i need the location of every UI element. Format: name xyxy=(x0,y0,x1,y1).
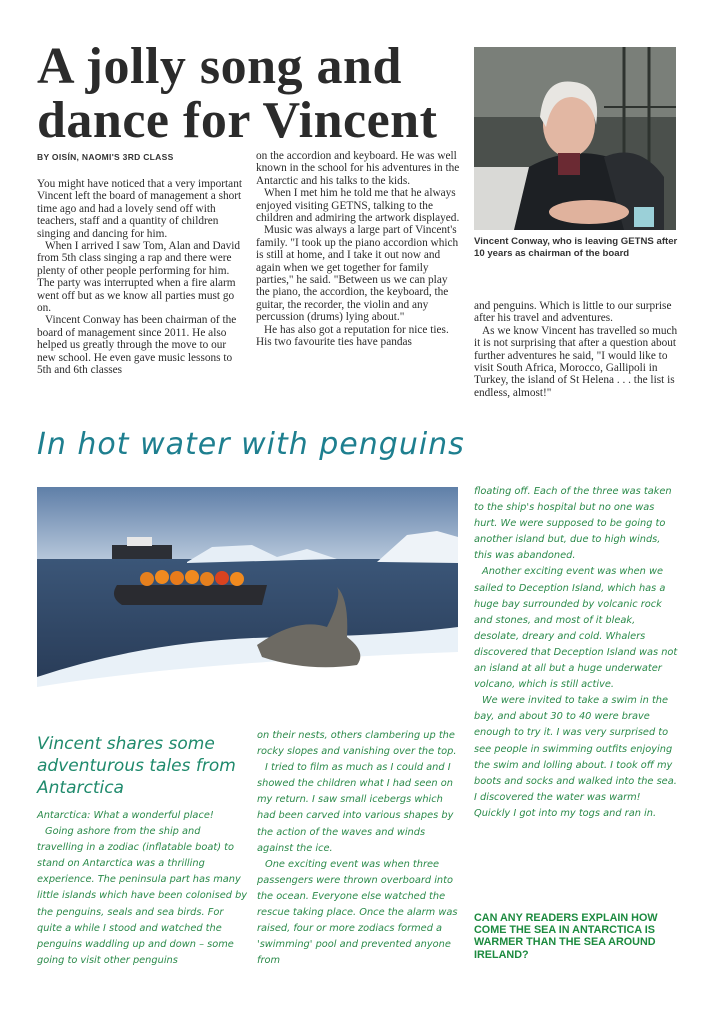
article1-column-1 xyxy=(37,178,242,377)
photo-caption: Vincent Conway, who is leaving GETNS after 10 years as chairman of the board xyxy=(474,236,678,259)
paragraph: Antarctica: What a wonderful place! xyxy=(37,810,214,821)
headline-line-1: A jolly song and xyxy=(37,38,402,95)
portrait-illustration xyxy=(474,47,676,230)
article2-column-3 xyxy=(474,484,679,822)
penguins-headline: In hot water with penguins xyxy=(37,427,465,462)
vincent-portrait-photo xyxy=(474,47,676,230)
paragraph: When I met him he told me that he always enjoyed visiting GETNS, talking to the children and admiring the artwork displayed. xyxy=(256,187,460,225)
article-headline xyxy=(37,40,457,148)
byline: BY OISÍN, NAOMI'S 3RD CLASS xyxy=(37,152,174,162)
paragraph: He has also got a reputation for nice ties. His two favourite ties have pandas xyxy=(256,323,449,349)
paragraph: and penguins. Which is little to our surprise after his travel and adventures. xyxy=(474,300,672,325)
paragraph: We were invited to take a swim in the bay, and about 30 to 40 were brave enough to try it. I was very surprised to see people in swimming outfits enjoying the swim and lolling about. I took off my boots and socks and walked into the sea. I discovered the water was warm! Quickly I got into my togs and ran in. xyxy=(474,695,677,819)
penguins-subheadline: Vincent shares some adventurous tales from Antarctica xyxy=(37,734,236,798)
paragraph: floating off. Each of the three was taken to the ship's hospital but no one was hurt. We were supposed to be going to another island but, due to high winds, this was abandoned. xyxy=(474,486,672,562)
paragraph: When I arrived I saw Tom, Alan and David from 5th class singing a rap and there were plenty of other people performing for him. The party was interrupted when a fire alarm went off but as we know all parties must go on. xyxy=(37,240,241,315)
paragraph: Vincent Conway has been chairman of the board of management since 2011. He also helped us greatly through the move to our new school. He even gave music lessons to 5th and 6th classes xyxy=(37,314,237,377)
article2-column-2 xyxy=(257,728,462,969)
antarctica-seal-photo xyxy=(37,487,458,714)
paragraph: Another exciting event was when we sailed to Deception Island, which has a huge bay surrounded by volcanic rock and stones, and most of it bleak, desolate, dreary and cold. Whalers discovered that Deception Island was not an island at all but a huge underwater volcano, which is still active. xyxy=(474,566,678,691)
paragraph: Music was always a large part of Vincent's family. "I took up the piano accordion which is still at home, and I take it out now and again when we get together for family parties," he said. "Between us we can play the piano, the accordion, the keyboard, the guitar, the recorder, the violin and any percussion (drums) lying about." xyxy=(256,224,459,324)
paragraph: Going ashore from the ship and travelling in a zodiac (inflatable boat) to stand on Antarctica was a thrilling experience. The peninsula part has many little islands which have been colonised by the penguins, seals and sea birds. For quite a while I stood and watched the penguins waddling up and down – some going to visit other penguins xyxy=(37,826,248,966)
paragraph: on their nests, others clambering up the rocky slopes and vanishing over the top. xyxy=(257,730,457,758)
paragraph: You might have noticed that a very important Vincent left the board of management a short time ago and had a lovely send off with teachers, staff and a quantity of children singing and dancing for him. xyxy=(37,178,242,240)
article1-column-3 xyxy=(474,300,679,399)
headline-line-2: dance for Vincent xyxy=(37,92,438,149)
paragraph: I tried to film as much as I could and I showed the children what I had seen on my return. I saw small icebergs which had been carved into various shapes by the action of the waves and winds against the ice. xyxy=(257,762,454,854)
article2-column-1 xyxy=(37,808,249,969)
antarctica-illustration xyxy=(37,487,458,714)
reader-question: CAN ANY READERS EXPLAIN HOW COME THE SEA IN ANTARCTICA IS WARMER THAN THE SEA AROUND IRELAND? xyxy=(474,912,658,961)
paragraph: One exciting event was when three passengers were thrown overboard into the ocean. Everyone else watched the rescue taking place. Once the alarm was raised, four or more zodiacs formed a 'swimming' pool and prevented anyone from xyxy=(257,858,458,967)
paragraph: on the accordion and keyboard. He was well known in the school for his adventures in the Antarctic and his talks to the kids. xyxy=(256,150,460,187)
paragraph: As we know Vincent has travelled so much it is not surprising that after a question about further adventures he said, "I would like to visit South Africa, Morocco, Gallipoli in Turkey, the island of St Helena . . . the list is endless, almost!" xyxy=(474,324,678,399)
article1-column-2 xyxy=(256,150,460,349)
